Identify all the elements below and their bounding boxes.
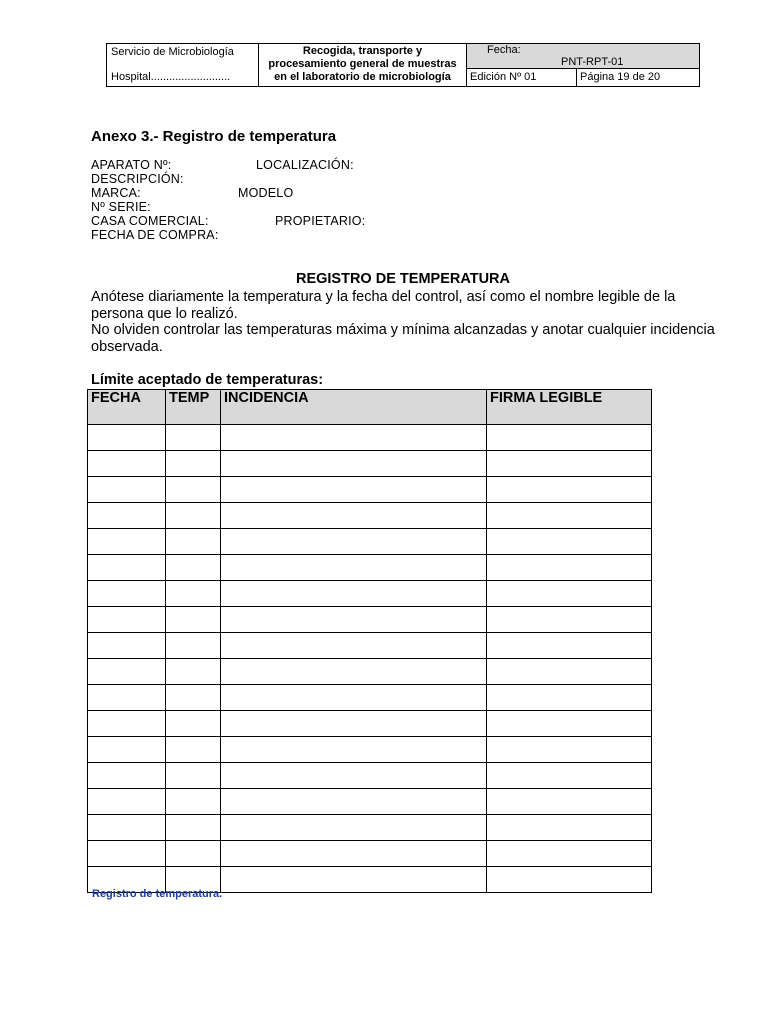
column-header-incidencia: INCIDENCIA: [221, 390, 487, 425]
temp-cell: [166, 581, 221, 607]
fecha-cell: [88, 425, 166, 451]
table-row: [88, 815, 652, 841]
incidencia-cell: [221, 815, 487, 841]
temp-cell: [166, 737, 221, 763]
field-aparato: APARATO Nº:: [91, 158, 172, 172]
column-header-fecha: FECHA: [88, 390, 166, 425]
fecha-cell: [88, 633, 166, 659]
instruction-paragraph: Anótese diariamente la temperatura y la fecha del control, así como el nombre legible de la persona que lo realizó.: [91, 289, 676, 322]
incidencia-cell: [221, 451, 487, 477]
temp-cell: [166, 607, 221, 633]
fecha-cell: [88, 607, 166, 633]
firma-cell: [487, 425, 652, 451]
fecha-cell: [88, 711, 166, 737]
register-title: REGISTRO DE TEMPERATURA: [295, 271, 511, 287]
temp-cell: [166, 815, 221, 841]
temp-cell: [166, 659, 221, 685]
incidencia-cell: [221, 737, 487, 763]
incidencia-cell: [221, 529, 487, 555]
table-row: [88, 607, 652, 633]
incidencia-cell: [221, 555, 487, 581]
field-serie: Nº SERIE:: [91, 200, 151, 214]
fecha-cell: [88, 581, 166, 607]
temperature-limit-label: Límite aceptado de temperaturas:: [91, 372, 324, 388]
service-name: Servicio de Microbiología: [107, 44, 259, 66]
table-row: [88, 451, 652, 477]
incidencia-cell: [221, 841, 487, 867]
document-title: [259, 44, 467, 86]
document-header: [106, 43, 700, 87]
edition-number: Edición Nº 01: [467, 69, 577, 86]
table-row: [88, 789, 652, 815]
temp-cell: [166, 711, 221, 737]
firma-cell: [487, 737, 652, 763]
table-row: [88, 685, 652, 711]
table-body: [88, 425, 652, 893]
fecha-cell: [88, 477, 166, 503]
fecha-cell: [88, 529, 166, 555]
incidencia-cell: [221, 867, 487, 893]
table-row: [88, 633, 652, 659]
temp-cell: [166, 451, 221, 477]
table-row: [88, 425, 652, 451]
firma-cell: [487, 789, 652, 815]
annex-title: Anexo 3.- Registro de temperatura: [91, 128, 337, 145]
fecha-cell: [88, 659, 166, 685]
field-modelo: MODELO: [238, 186, 294, 200]
page-number: Página 19 de 20: [580, 71, 661, 83]
fecha-cell: [88, 737, 166, 763]
firma-cell: [487, 685, 652, 711]
table-row: [88, 477, 652, 503]
fecha-cell: [88, 685, 166, 711]
table-row: [88, 529, 652, 555]
temp-cell: [166, 685, 221, 711]
fecha-cell: [88, 763, 166, 789]
fecha-cell: [88, 841, 166, 867]
table-row: [88, 659, 652, 685]
date-label: Fecha:: [487, 44, 521, 56]
incidencia-cell: [221, 763, 487, 789]
firma-cell: [487, 867, 652, 893]
table-row: [88, 763, 652, 789]
table-row: [88, 581, 652, 607]
temperature-register-table: [87, 389, 652, 893]
title-line: en el laboratorio de microbiología: [274, 71, 451, 83]
fecha-cell: [88, 555, 166, 581]
table-row: [88, 503, 652, 529]
firma-cell: [487, 503, 652, 529]
document-code: PNT-RPT-01: [561, 56, 624, 68]
incidencia-cell: [221, 581, 487, 607]
incidencia-cell: [221, 503, 487, 529]
firma-cell: [487, 477, 652, 503]
firma-cell: [487, 607, 652, 633]
temp-cell: [166, 789, 221, 815]
temp-cell: [166, 633, 221, 659]
firma-cell: [487, 815, 652, 841]
firma-cell: [487, 659, 652, 685]
incidencia-cell: [221, 477, 487, 503]
field-localizacion: LOCALIZACIÓN:: [256, 158, 354, 172]
fecha-cell: [88, 789, 166, 815]
firma-cell: [487, 841, 652, 867]
column-header-temp: TEMP: [166, 390, 221, 425]
fecha-cell: [88, 503, 166, 529]
column-header-firma: FIRMA LEGIBLE: [487, 390, 652, 425]
temp-cell: [166, 529, 221, 555]
incidencia-cell: [221, 659, 487, 685]
temp-cell: [166, 503, 221, 529]
hospital-name: Hospital..........................: [107, 66, 259, 87]
firma-cell: [487, 763, 652, 789]
field-descripcion: DESCRIPCIÓN:: [91, 172, 184, 186]
temp-cell: [166, 477, 221, 503]
table-row: [88, 711, 652, 737]
field-marca: MARCA:: [91, 186, 141, 200]
temp-cell: [166, 425, 221, 451]
incidencia-cell: [221, 607, 487, 633]
field-casa-comercial: CASA COMERCIAL:: [91, 214, 209, 228]
incidencia-cell: [221, 711, 487, 737]
firma-cell: [487, 581, 652, 607]
field-fecha-compra: FECHA DE COMPRA:: [91, 228, 219, 242]
firma-cell: [487, 633, 652, 659]
figure-caption: Registro de temperatura.: [92, 888, 223, 900]
title-line: procesamiento general de muestras: [268, 58, 457, 70]
incidencia-cell: [221, 425, 487, 451]
fecha-cell: [88, 815, 166, 841]
field-propietario: PROPIETARIO:: [275, 214, 366, 228]
incidencia-cell: [221, 633, 487, 659]
firma-cell: [487, 711, 652, 737]
firma-cell: [487, 555, 652, 581]
incidencia-cell: [221, 789, 487, 815]
temp-cell: [166, 841, 221, 867]
temp-cell: [166, 555, 221, 581]
temp-cell: [166, 763, 221, 789]
title-line: Recogida, transporte y: [302, 45, 423, 57]
date-code-cell: [467, 44, 699, 69]
instruction-paragraph: No olviden controlar las temperaturas máxima y mínima alcanzadas y anotar cualquier incidencia observada.: [91, 322, 715, 355]
table-row: [88, 555, 652, 581]
table-row: [88, 841, 652, 867]
table-header-row: [88, 390, 652, 425]
firma-cell: [487, 451, 652, 477]
table-row: [88, 737, 652, 763]
fecha-cell: [88, 451, 166, 477]
incidencia-cell: [221, 685, 487, 711]
firma-cell: [487, 529, 652, 555]
